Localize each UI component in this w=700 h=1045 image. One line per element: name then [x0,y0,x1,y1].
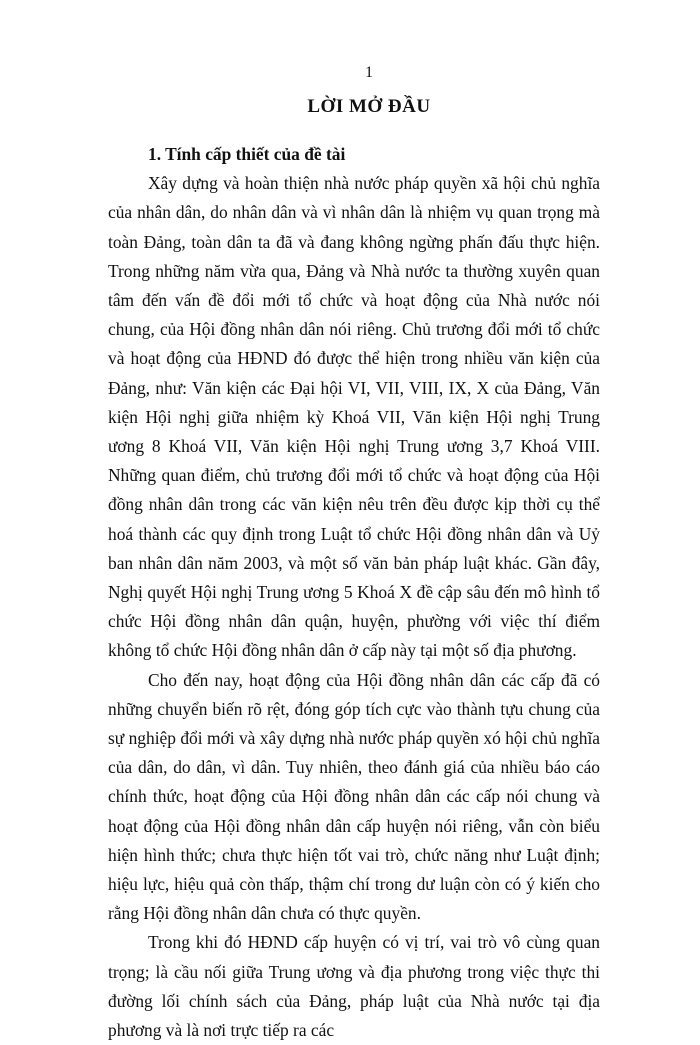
section-heading: 1. Tính cấp thiết của đề tài [148,144,346,164]
page-number: 1 [365,64,373,81]
paragraph: Trong khi đó HĐND cấp huyện có vị trí, vai trò vô cùng quan trọng; là cầu nối giữa Trung ương và địa phương trong việc thực thi đường lối chính sách của Đảng, pháp luật của Nhà nước tại địa phương và là nơi trực tiếp ra các [108,932,600,1041]
paragraph: Cho đến nay, hoạt động của Hội đồng nhân dân các cấp đã có những chuyển biến rõ rệt, đóng góp tích cực vào thành tựu chung của sự nghiệp đổi mới và xây dựng nhà nước pháp quyền xó hội chủ nghĩa của dân, do dân, vì dân. Tuy nhiên, theo đánh giá của nhiều báo cáo chính thức, hoạt động của Hội đồng nhân dân các cấp nói chung và hoạt động của Hội đồng nhân dân cấp huyện nói riêng, vẫn còn biểu hiện hình thức; chưa thực hiện tốt vai trò, chức năng như Luật định; hiệu lực, hiệu quả còn thấp, thậm chí trong dư luận còn có ý kiến cho rằng Hội đồng nhân dân chưa có thực quyền. [108,669,600,924]
body-text [108,140,600,1045]
paragraph: Xây dựng và hoàn thiện nhà nước pháp quyền xã hội chủ nghĩa của nhân dân, do nhân dân và vì nhân dân là nhiệm vụ quan trọng mà toàn Đảng, toàn dân ta đã và đang không ngừng phấn đấu thực hiện. Trong những năm vừa qua, Đảng và Nhà nước ta thường xuyên quan tâm đến vấn đề đổi mới tổ chức và hoạt động của Nhà nước nói chung, của Hội đồng nhân dân nói riêng. Chủ trương đổi mới tổ chức và hoạt động của HĐND đó được thể hiện trong nhiều văn kiện của Đảng, như: Văn kiện các Đại hội VI, VII, VIII, IX, X của Đảng, Văn kiện Hội nghị giữa nhiệm kỳ Khoá VII, Văn kiện Hội nghị Trung ương 8 Khoá VII, Văn kiện Hội nghị Trung ương 3,7 Khoá VIII. Những quan điểm, chủ trương đổi mới tổ chức và hoạt động của Hội đồng nhân dân trong các văn kiện nêu trên đều được kịp thời cụ thể hoá thành các quy định trong Luật tổ chức Hội đồng nhân dân và Uỷ ban nhân dân năm 2003, và một số văn bản pháp luật khác. Gần đây, Nghị quyết Hội nghị Trung ương 5 Khoá X đề cập sâu đến mô hình tổ chức Hội đồng nhân dân quận, huyện, phường với việc thí điểm không tổ chức Hội đồng nhân dân ở cấp này tại một số địa phương. [108,173,600,661]
page-title: LỜI MỞ ĐẦU [307,96,431,117]
